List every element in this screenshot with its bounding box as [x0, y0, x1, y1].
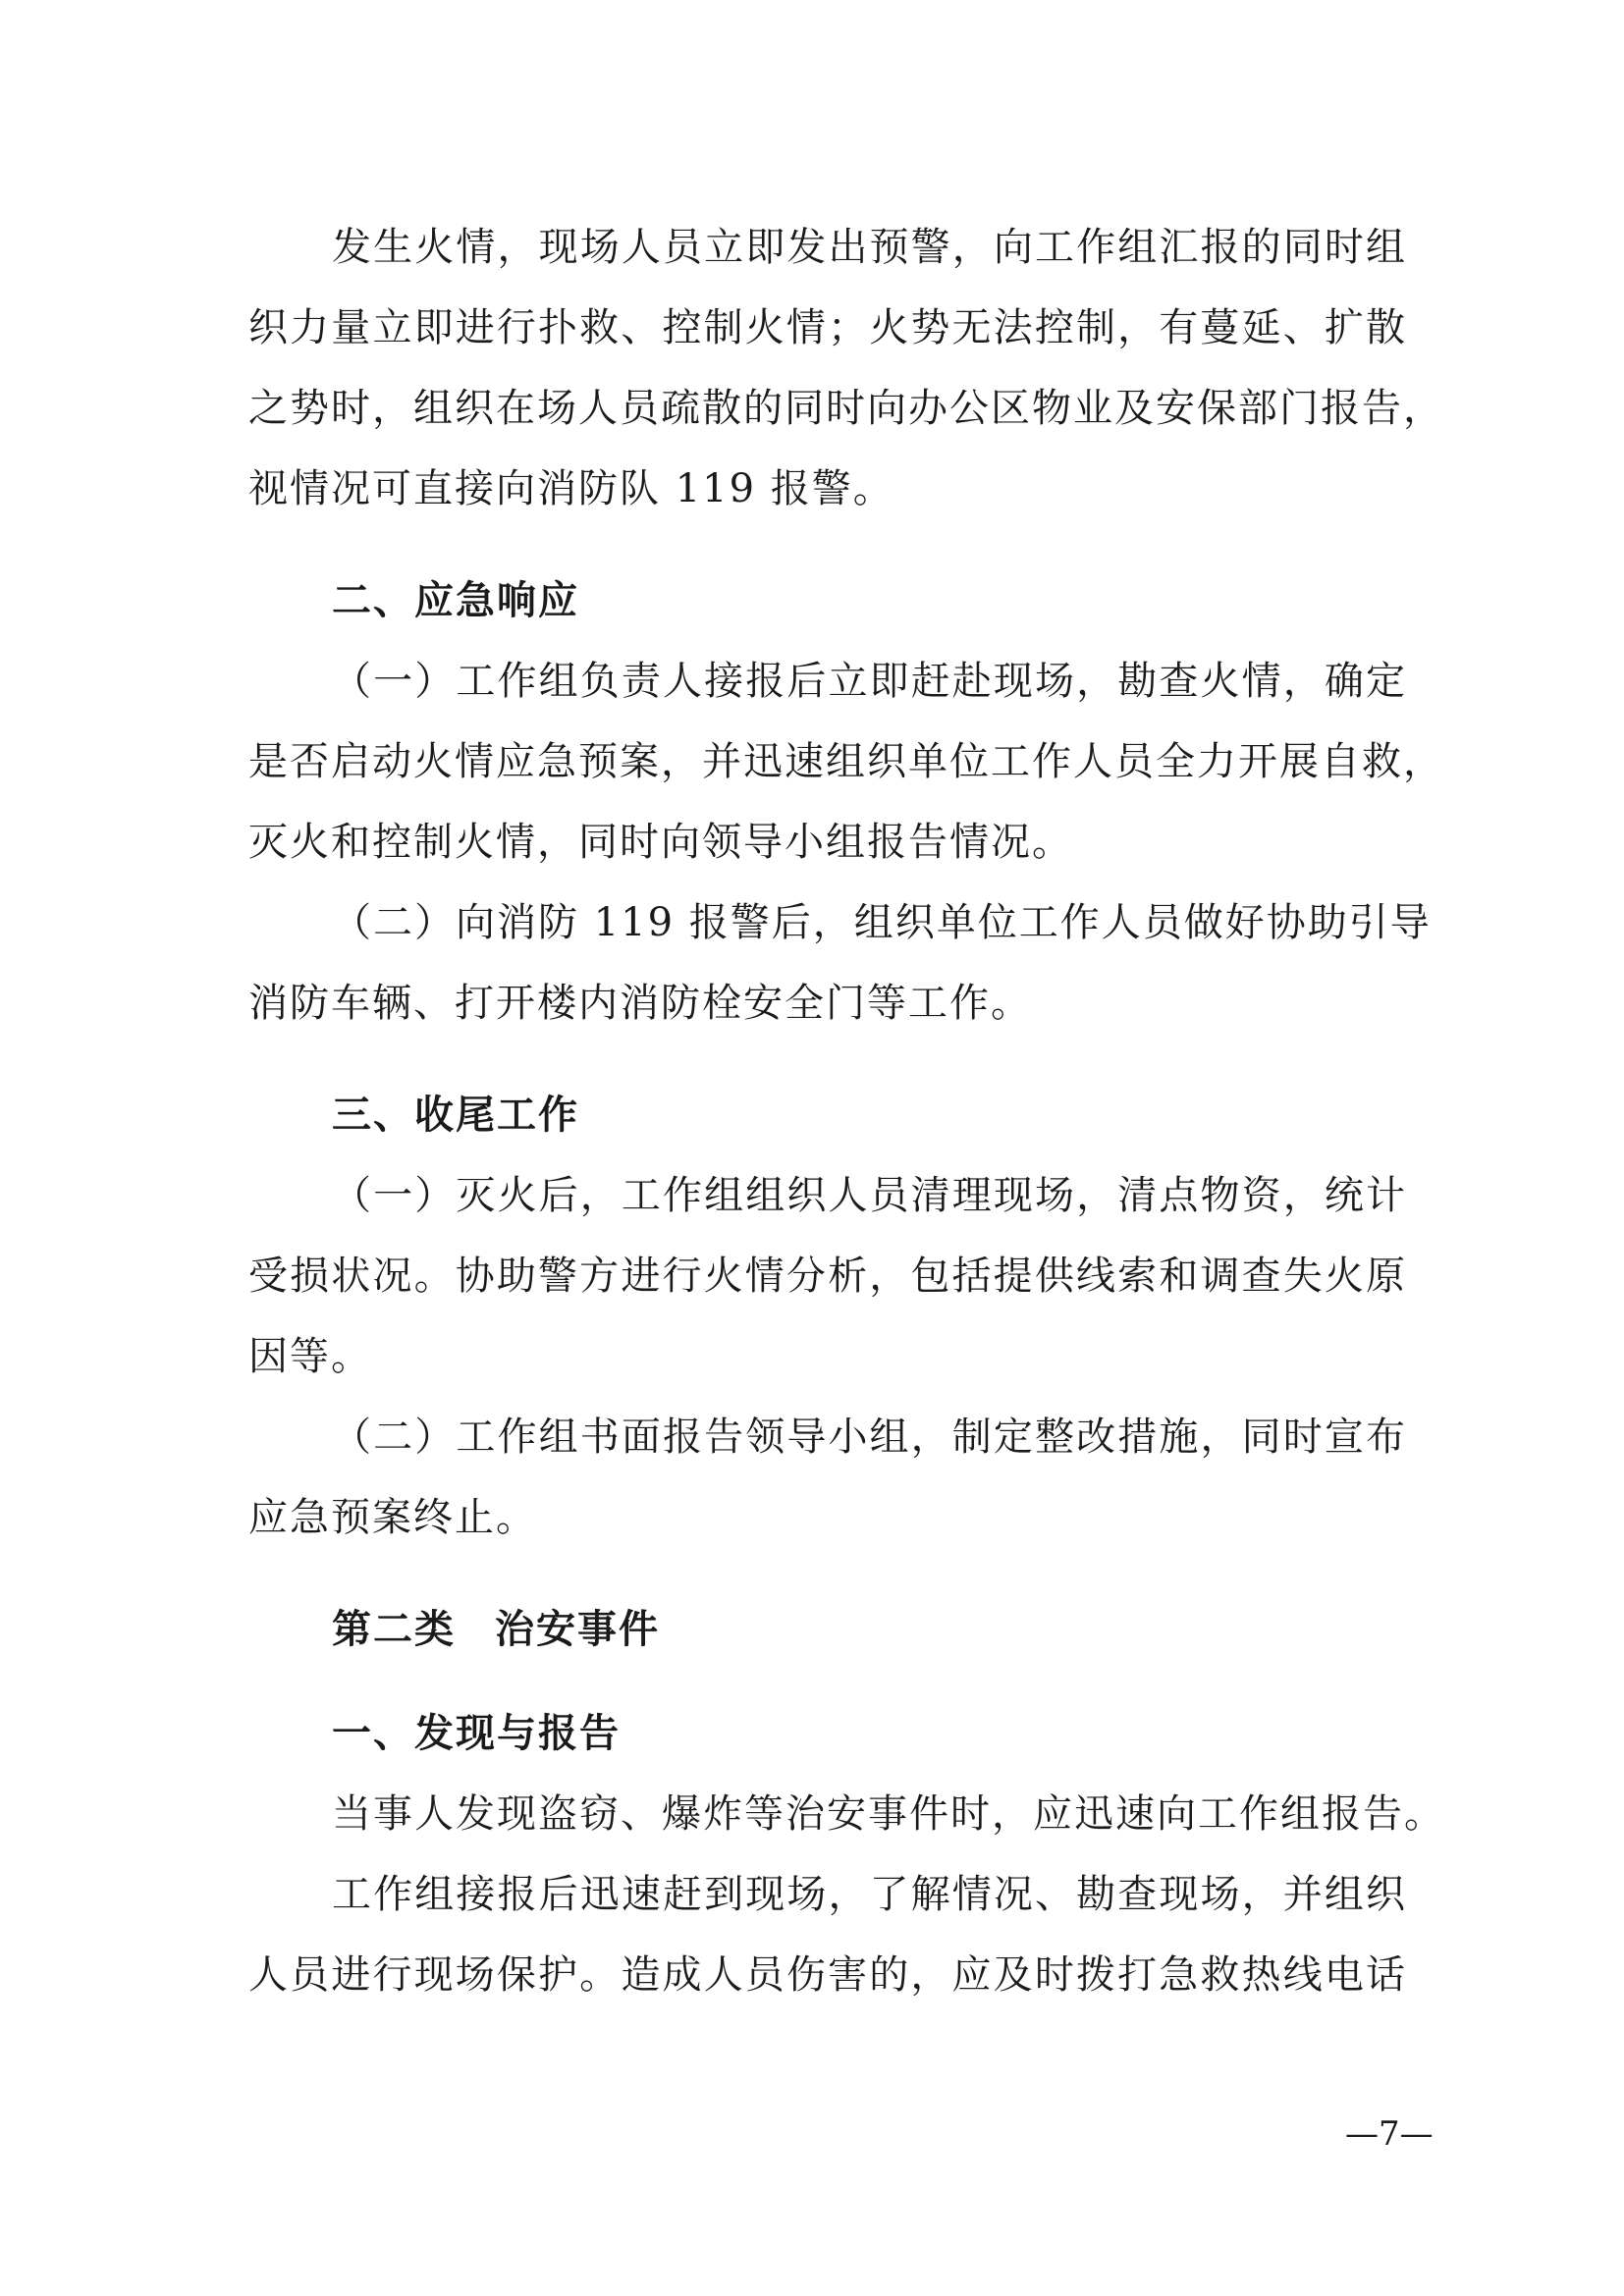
body-line: 受损状况。协助警方进行火情分析，包括提供线索和调查失火原 — [248, 1254, 1407, 1299]
body-line: 视情况可直接向消防队 119 报警。 — [248, 466, 894, 511]
body-line: 消防车辆、打开楼内消防栓安全门等工作。 — [248, 981, 1032, 1026]
body-line: 发生火情，现场人员立即发出预警，向工作组汇报的同时组 — [332, 225, 1407, 270]
body-line: 织力量立即进行扑救、控制火情；火势无法控制，有蔓延、扩散 — [248, 305, 1407, 350]
section-heading: 一、发现与报告 — [332, 1711, 621, 1756]
category-title: 治安事件 — [495, 1607, 660, 1652]
section-heading: 三、收尾工作 — [332, 1093, 579, 1138]
body-line: 应急预案终止。 — [248, 1495, 537, 1540]
body-line: 工作组接报后迅速赶到现场，了解情况、勘查现场，并组织 — [332, 1872, 1407, 1917]
body-line: 当事人发现盗窃、爆炸等治安事件时，应迅速向工作组报告。 — [332, 1791, 1445, 1837]
body-line: （二）工作组书面报告领导小组，制定整改措施，同时宣布 — [332, 1415, 1407, 1460]
body-line: （一）工作组负责人接报后立即赶赴现场，勘查火情，确定 — [332, 659, 1407, 704]
body-line: （一）灭火后，工作组组织人员清理现场，清点物资，统计 — [332, 1173, 1407, 1218]
body-line: 之势时，组织在场人员疏散的同时向办公区物业及安保部门报告， — [248, 386, 1444, 431]
body-line: （二）向消防 119 报警后，组织单位工作人员做好协助引导 — [332, 900, 1432, 945]
body-line: 灭火和控制火情，同时向领导小组报告情况。 — [248, 820, 1073, 865]
category-heading — [332, 1604, 660, 1655]
section-heading: 二、应急响应 — [332, 578, 579, 623]
category-label: 第二类 — [332, 1607, 456, 1652]
body-line: 人员进行现场保护。造成人员伤害的，应及时拨打急救热线电话 — [248, 1952, 1407, 1998]
body-line: 是否启动火情应急预案，并迅速组织单位工作人员全力开展自救， — [248, 739, 1444, 784]
page-number: —7— — [1345, 2114, 1434, 2154]
body-line: 因等。 — [248, 1334, 372, 1379]
